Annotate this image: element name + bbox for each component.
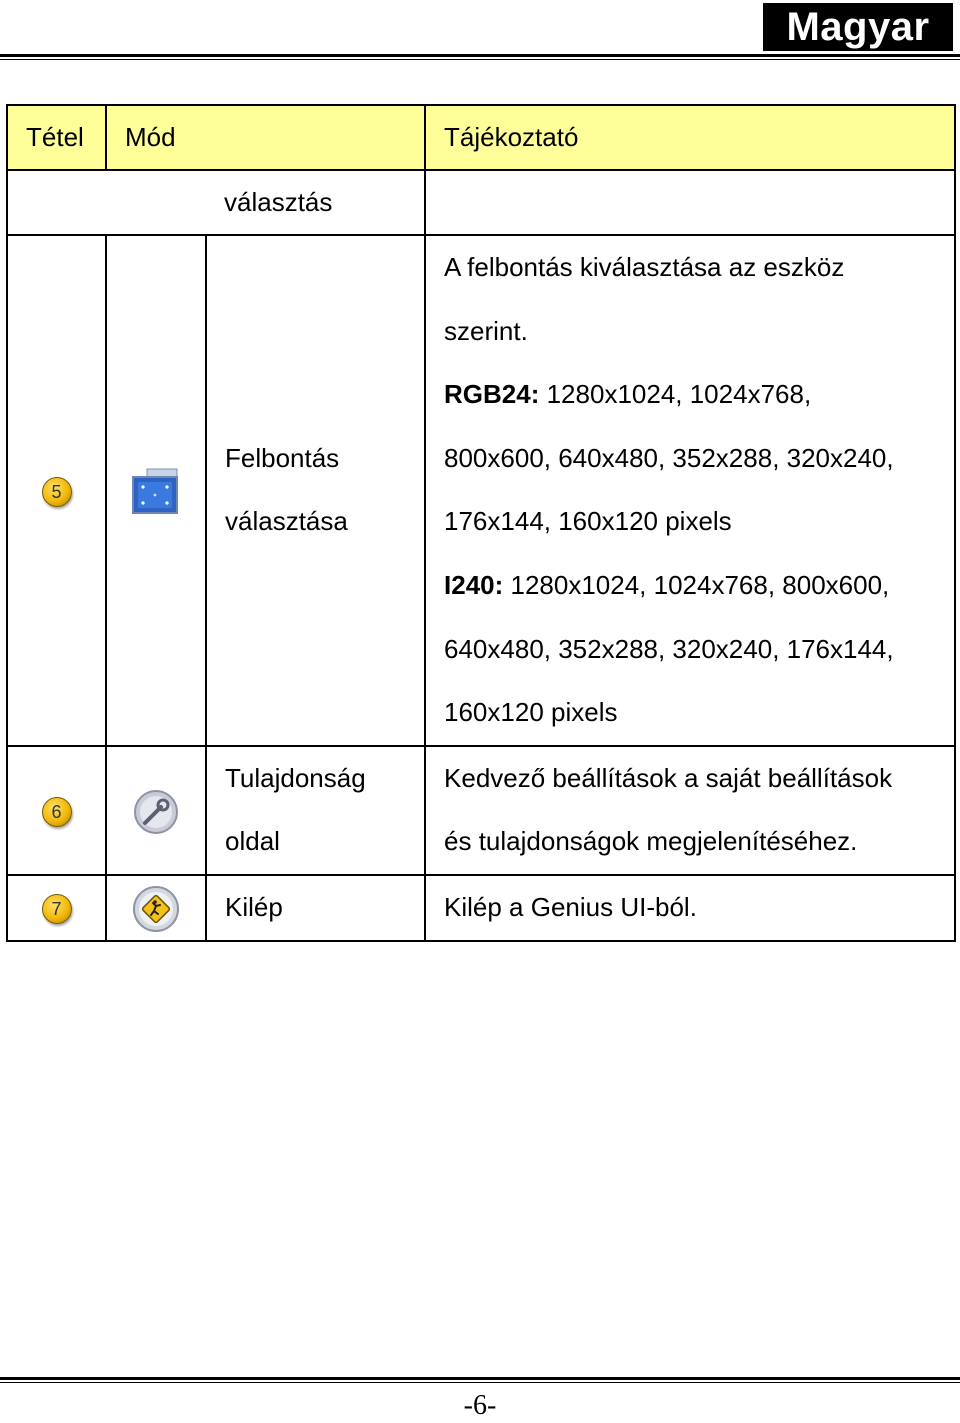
info-line: és tulajdonságok megjelenítéséhez. <box>444 826 858 857</box>
info-line: 640x480, 352x288, 320x240, 176x144, <box>444 633 894 664</box>
info-line: Kedvező beállítások a saját beállítások <box>444 762 893 793</box>
number-7-badge-icon: 7 <box>42 894 72 924</box>
page-number: -6- <box>463 1390 497 1421</box>
exit-icon <box>131 884 181 934</box>
mode-line: Felbontás <box>225 443 340 474</box>
table-header-row <box>7 105 955 170</box>
info-line: A felbontás kiválasztása az eszköz <box>444 252 845 282</box>
item-number-cell <box>7 746 106 875</box>
rgb24-label: RGB24: <box>444 379 540 410</box>
wrench-icon <box>131 787 181 837</box>
table-row <box>7 746 955 875</box>
rgb24-values: 1280x1024, 1024x768, <box>539 379 812 410</box>
i240-label: I240: <box>444 569 504 600</box>
language-badge: Magyar <box>763 3 953 51</box>
feature-table <box>6 104 956 942</box>
i240-values: 1280x1024, 1024x768, 800x600, <box>503 569 890 600</box>
info-cell <box>425 235 955 746</box>
item-number-cell <box>7 235 106 746</box>
info-line <box>444 363 954 427</box>
number-5-badge-icon: 5 <box>42 477 72 507</box>
item-icon-cell <box>106 235 206 746</box>
info-line: szerint. <box>444 315 528 346</box>
header-rule-thin <box>0 59 960 60</box>
item-number-cell <box>7 875 106 941</box>
number-6-badge-icon: 6 <box>42 797 72 827</box>
mode-line: oldal <box>225 826 280 857</box>
info-line <box>444 554 954 618</box>
table-row <box>7 235 955 746</box>
footer-rule-thin <box>0 1382 960 1383</box>
column-header-item: Tétel <box>7 105 106 170</box>
info-cell: Kilép a Genius UI-ból. <box>425 875 955 941</box>
column-header-info: Tájékoztató <box>425 105 955 170</box>
resolution-icon <box>131 467 181 517</box>
mode-cell: Kilép <box>206 875 425 941</box>
mode-cell <box>206 235 425 746</box>
info-line: 176x144, 160x120 pixels <box>444 506 732 537</box>
header-rule <box>0 54 960 57</box>
item-icon-cell <box>106 746 206 875</box>
info-line: 160x120 pixels <box>444 697 618 728</box>
info-line: 800x600, 640x480, 352x288, 320x240, <box>444 442 894 473</box>
column-header-mode: Mód <box>106 105 425 170</box>
mode-line: választása <box>225 506 348 537</box>
info-cell <box>425 746 955 875</box>
table-row <box>7 875 955 941</box>
item-icon-cell <box>106 875 206 941</box>
footer-rule <box>0 1377 960 1380</box>
mode-cell: választás <box>206 170 425 235</box>
table-row <box>7 170 955 235</box>
mode-cell <box>206 746 425 875</box>
mode-line: Tulajdonság <box>225 763 366 794</box>
